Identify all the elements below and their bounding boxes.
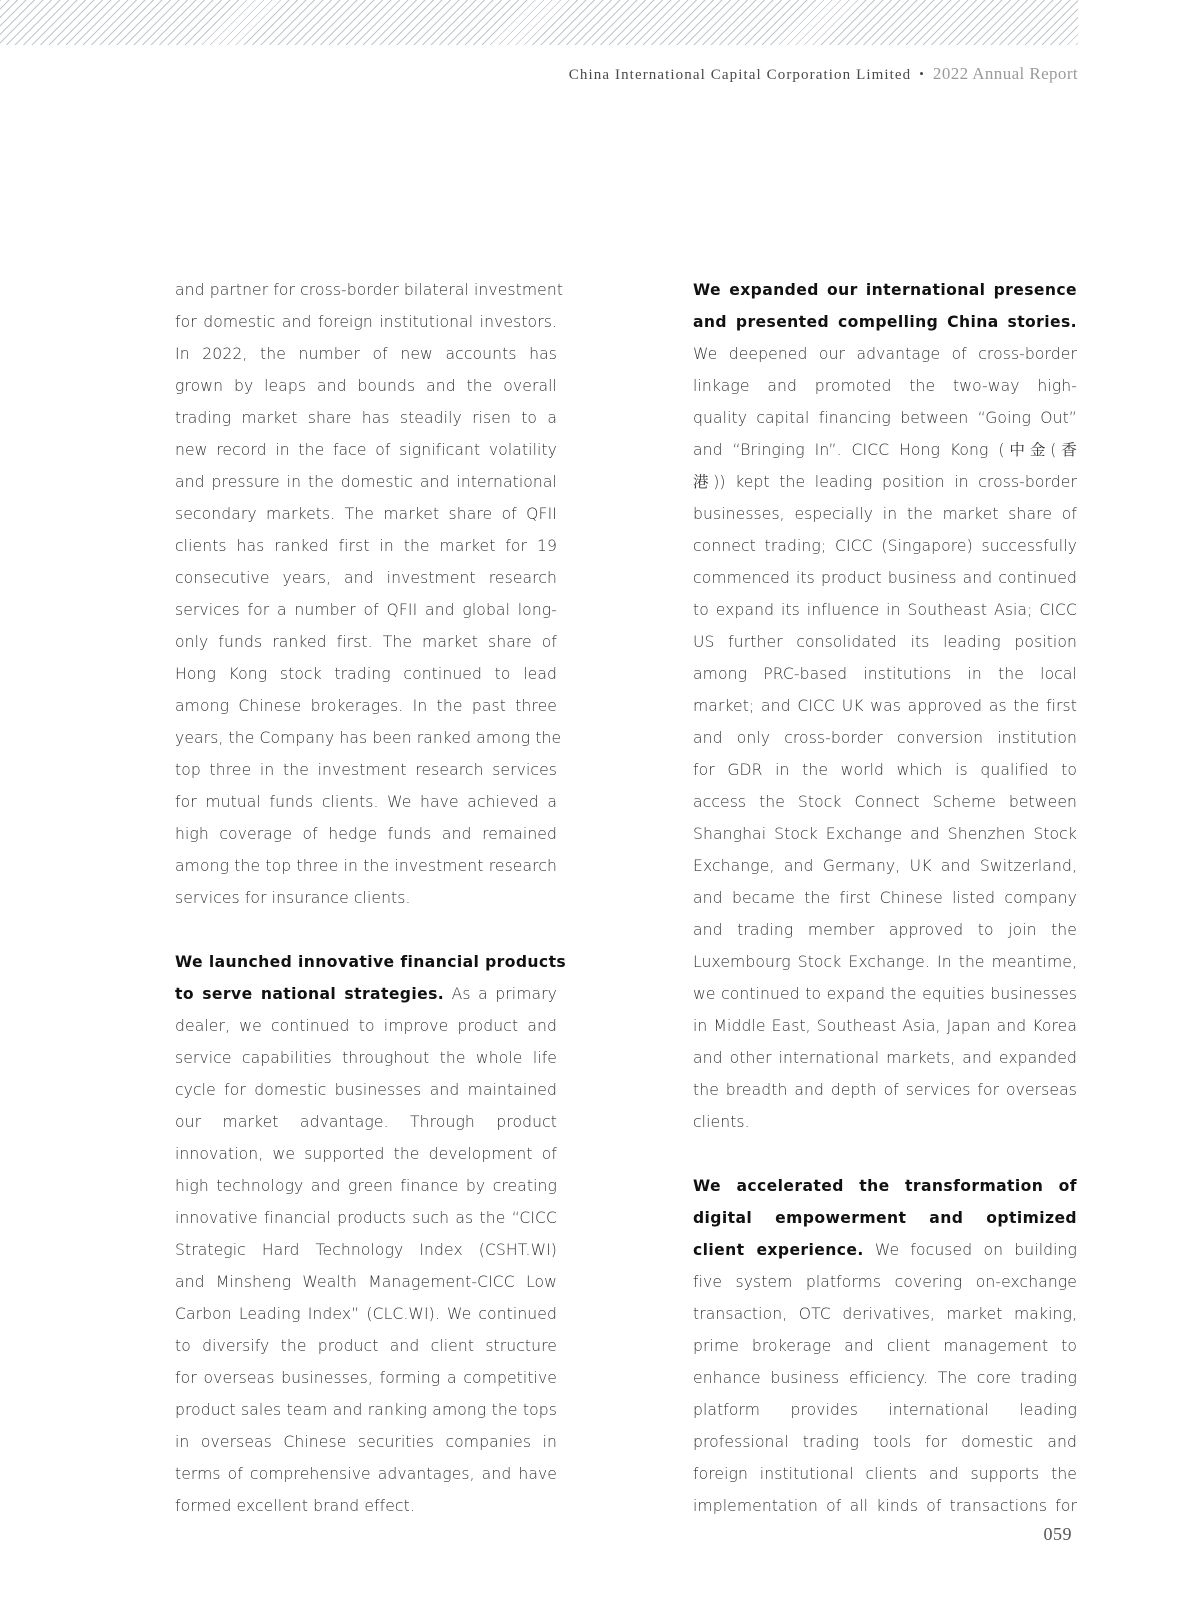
text-line: service capabilities throughout the whole life: [175, 1049, 557, 1067]
text-line: cycle for domestic businesses and maintained: [175, 1081, 557, 1099]
text-line: for overseas businesses, forming a competitive: [175, 1369, 557, 1387]
paragraph-digital-empowerment: [693, 1170, 1077, 1522]
text-line: top three in the investment research services: [175, 761, 557, 779]
section-heading: We accelerated the transformation of: [693, 1177, 1077, 1195]
text-line: our market advantage. Through product: [175, 1113, 557, 1131]
text-line: transaction, OTC derivatives, market making,: [693, 1305, 1077, 1323]
text-line: product sales team and ranking among the tops: [175, 1401, 557, 1419]
text-line: clients has ranked first in the market for 19: [175, 537, 557, 555]
section-heading: to serve national strategies.: [175, 985, 445, 1003]
text-line: formed excellent brand effect.: [175, 1497, 415, 1515]
text-line: consecutive years, and investment research: [175, 569, 557, 587]
text-line: businesses, especially in the market share of: [693, 505, 1077, 523]
text-line: professional trading tools for domestic and: [693, 1433, 1077, 1451]
text-line: secondary markets. The market share of QFII: [175, 505, 557, 523]
text-line: grown by leaps and bounds and the overall: [175, 377, 557, 395]
text-line: and partner for cross-border bilateral investment: [175, 281, 564, 299]
text-line: high technology and green finance by creating: [175, 1177, 557, 1195]
text-line: for GDR in the world which is qualified to: [693, 761, 1077, 779]
text-line: innovative financial products such as the “CICC: [175, 1209, 557, 1227]
left-column: [175, 274, 567, 1522]
text-line: [693, 306, 1077, 338]
text-line: prime brokerage and client management to: [693, 1337, 1077, 1355]
text-line: for mutual funds clients. We have achieved a: [175, 793, 557, 811]
text-line: [693, 274, 1077, 306]
text-line: [175, 946, 567, 978]
text-line: services for a number of QFII and global long-: [175, 601, 557, 619]
text-line: Strategic Hard Technology Index (CSHT.WI): [175, 1241, 557, 1259]
text-line: innovation, we supported the development of: [175, 1145, 557, 1163]
text-line: enhance business efficiency. The core trading: [693, 1369, 1077, 1387]
text-line: implementation of all kinds of transactions for: [693, 1497, 1077, 1515]
page-number: 059: [1043, 1524, 1072, 1544]
text-line: linkage and promoted the two-way high-: [693, 377, 1077, 395]
text-line: years, the Company has been ranked among the: [175, 729, 562, 747]
section-heading: digital empowerment and optimized: [693, 1209, 1077, 1227]
text-line: and pressure in the domestic and international: [175, 473, 557, 491]
text-line: for domestic and foreign institutional investors.: [175, 313, 557, 331]
running-header: [569, 64, 1078, 84]
text-line: Exchange, and Germany, UK and Switzerland,: [693, 857, 1077, 875]
text-line: Carbon Leading Index” (CLC.WI). We continued: [175, 1305, 557, 1323]
text-line: among PRC-based institutions in the local: [693, 665, 1077, 683]
text-line: [693, 1202, 1077, 1234]
text-line: platform provides international leading: [693, 1401, 1077, 1419]
text-line: only funds ranked first. The market share of: [175, 633, 557, 651]
text-line: Luxembourg Stock Exchange. In the meantime,: [693, 953, 1077, 971]
text-line: [693, 1234, 1077, 1266]
paragraph-gap: [175, 914, 557, 946]
text-line: and only cross-border conversion institution: [693, 729, 1077, 747]
text-line: market; and CICC UK was approved as the first: [693, 697, 1077, 715]
text-line: and trading member approved to join the: [693, 921, 1077, 939]
body-text: We focused on building: [863, 1241, 1077, 1259]
text-line: and became the first Chinese listed company: [693, 889, 1077, 907]
section-heading: We launched innovative financial products: [175, 953, 567, 971]
paragraph-cross-border: [175, 274, 564, 914]
section-heading: client experience.: [693, 1241, 864, 1259]
text-line: Hong Kong stock trading continued to lead: [175, 665, 557, 683]
paragraph-international-presence: [693, 274, 1077, 1138]
text-line: the breadth and depth of services for overseas: [693, 1081, 1077, 1099]
text-line: to expand its influence in Southeast Asia; CICC: [693, 601, 1077, 619]
bullet-separator: •: [919, 66, 925, 81]
text-line: access the Stock Connect Scheme between: [693, 793, 1077, 811]
paragraph-gap: [693, 1138, 1077, 1170]
text-line: high coverage of hedge funds and remained: [175, 825, 557, 843]
section-heading: and presented compelling China stories.: [693, 313, 1077, 331]
text-line: we continued to expand the equities businesses: [693, 985, 1077, 1003]
text-line: dealer, we continued to improve product and: [175, 1017, 557, 1035]
text-line: among Chinese brokerages. In the past three: [175, 697, 557, 715]
decorative-hatched-band: [0, 0, 1078, 45]
text-line: terms of comprehensive advantages, and have: [175, 1465, 557, 1483]
text-line: new record in the face of significant volatility: [175, 441, 557, 459]
text-line: and “Bringing In”. CICC Hong Kong (中金(香: [693, 441, 1077, 459]
text-line: commenced its product business and continued: [693, 569, 1077, 587]
text-line: US further consolidated its leading position: [693, 633, 1077, 651]
text-line: Shanghai Stock Exchange and Shenzhen Stock: [693, 825, 1077, 843]
report-title: 2022 Annual Report: [932, 64, 1078, 83]
paragraph-innovative-products: [175, 946, 567, 1522]
text-line: trading market share has steadily risen to a: [175, 409, 557, 427]
text-line: services for insurance clients.: [175, 889, 411, 907]
text-line: We deepened our advantage of cross-border: [693, 345, 1077, 363]
text-line: in Middle East, Southeast Asia, Japan and Korea: [693, 1017, 1077, 1035]
section-heading: We expanded our international presence: [693, 281, 1077, 299]
company-name: China International Capital Corporation Limited: [568, 67, 912, 83]
text-line: 港)) kept the leading position in cross-border: [693, 473, 1077, 491]
text-line: five system platforms covering on-exchange: [693, 1273, 1077, 1291]
text-line: and Minsheng Wealth Management-CICC Low: [175, 1273, 557, 1291]
text-line: to diversify the product and client structure: [175, 1337, 557, 1355]
text-line: foreign institutional clients and supports the: [693, 1465, 1077, 1483]
text-line: [693, 1170, 1077, 1202]
text-line: connect trading; CICC (Singapore) successfully: [693, 537, 1077, 555]
right-column: [693, 274, 1077, 1522]
text-line: [175, 978, 557, 1010]
body-text: As a primary: [444, 985, 558, 1003]
text-line: In 2022, the number of new accounts has: [175, 345, 557, 363]
text-line: and other international markets, and expanded: [693, 1049, 1077, 1067]
text-line: clients.: [693, 1113, 750, 1131]
text-line: in overseas Chinese securities companies in: [175, 1433, 557, 1451]
text-line: quality capital financing between “Going Out”: [693, 409, 1077, 427]
text-line: among the top three in the investment research: [175, 857, 557, 875]
